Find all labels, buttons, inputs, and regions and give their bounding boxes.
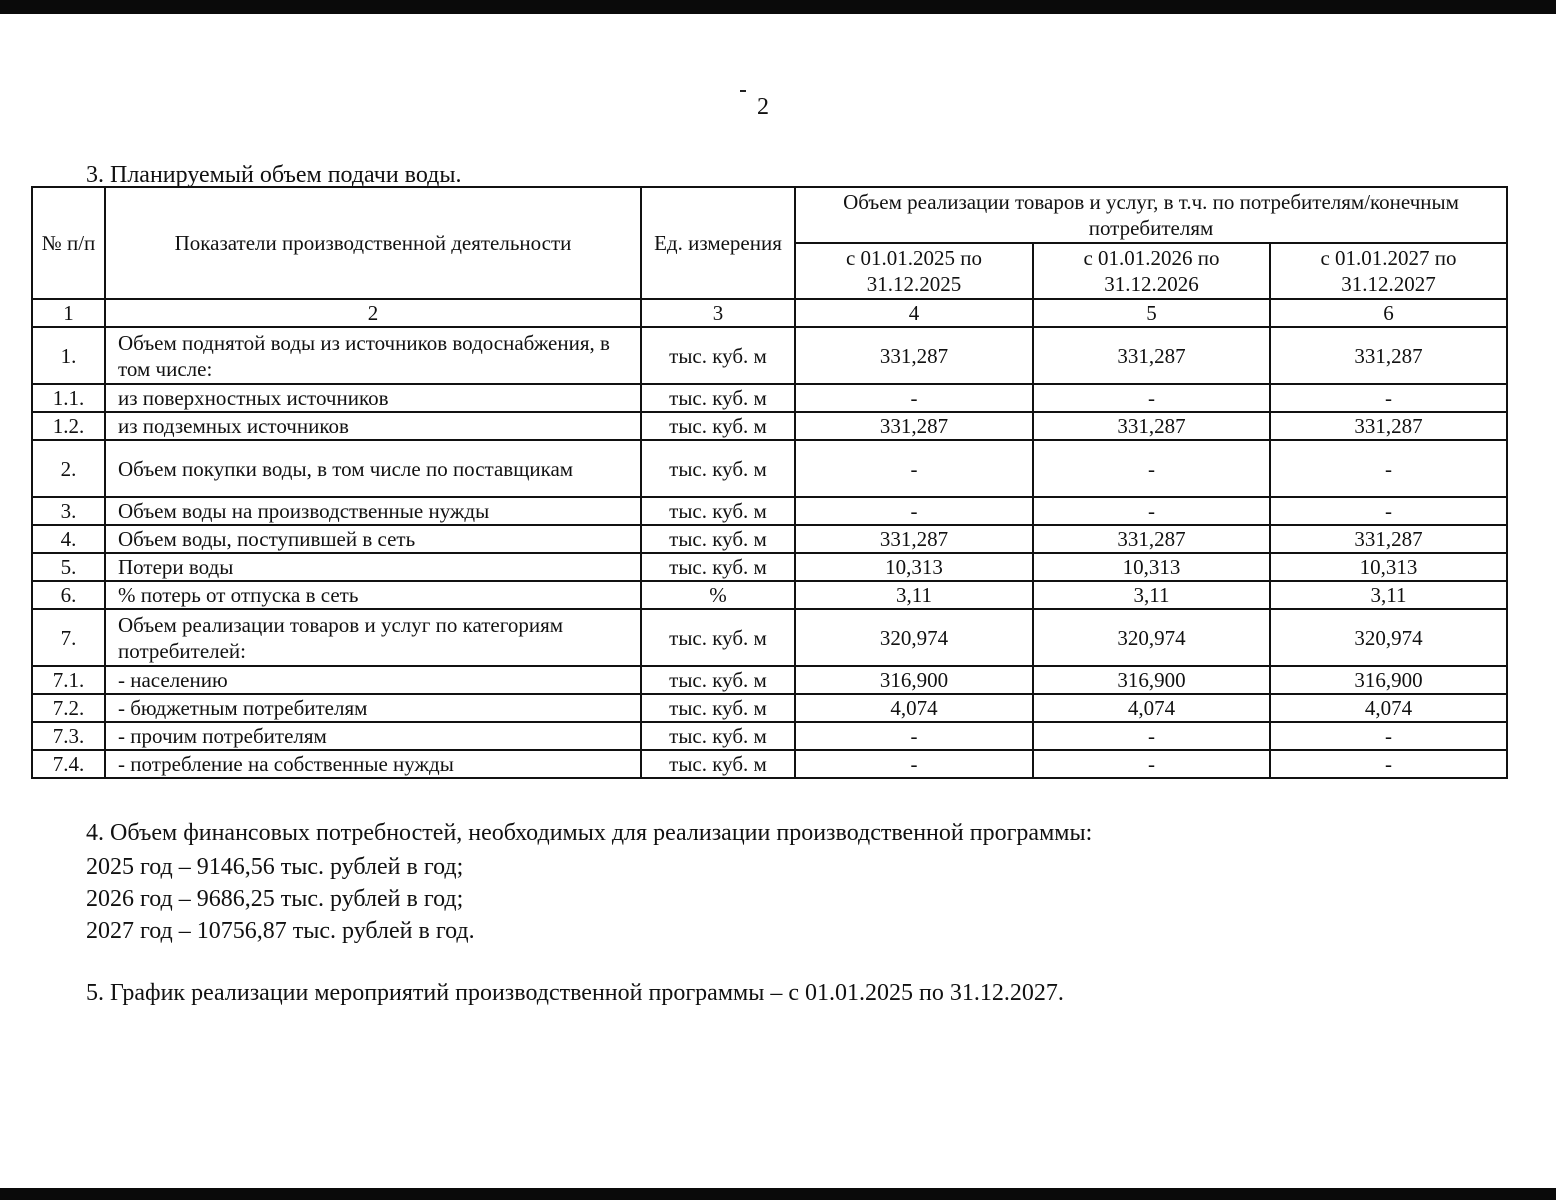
row-value-2027: -	[1270, 384, 1507, 412]
column-number: 3	[641, 299, 795, 327]
row-value-2025: 320,974	[795, 609, 1033, 666]
column-number: 2	[105, 299, 641, 327]
row-unit: тыс. куб. м	[641, 440, 795, 497]
row-value-2025: -	[795, 497, 1033, 525]
row-value-2025: 4,074	[795, 694, 1033, 722]
row-value-2026: 320,974	[1033, 609, 1270, 666]
row-value-2025: -	[795, 722, 1033, 750]
row-unit: тыс. куб. м	[641, 609, 795, 666]
scan-border-bottom	[0, 1188, 1556, 1200]
row-value-2025: 331,287	[795, 525, 1033, 553]
row-name: - бюджетным потребителям	[105, 694, 641, 722]
header-indicators: Показатели производственной деятельности	[105, 187, 641, 299]
row-value-2026: 331,287	[1033, 412, 1270, 440]
section-4-line: 2026 год – 9686,25 тыс. рублей в год;	[86, 886, 464, 912]
row-name: из подземных источников	[105, 412, 641, 440]
section-4-line: 2025 год – 9146,56 тыс. рублей в год;	[86, 854, 464, 880]
row-value-2025: 331,287	[795, 327, 1033, 384]
row-value-2026: -	[1033, 750, 1270, 778]
row-name: - прочим потребителям	[105, 722, 641, 750]
table-row	[32, 497, 1507, 525]
row-value-2026: -	[1033, 384, 1270, 412]
row-value-2025: 316,900	[795, 666, 1033, 694]
section-4-title: 4. Объем финансовых потребностей, необходимых для реализации производственной программы:	[86, 820, 1093, 846]
row-name: Потери воды	[105, 553, 641, 581]
table-row	[32, 581, 1507, 609]
row-unit: тыс. куб. м	[641, 525, 795, 553]
column-number: 6	[1270, 299, 1507, 327]
table-row	[32, 384, 1507, 412]
row-value-2027: 320,974	[1270, 609, 1507, 666]
table-row	[32, 440, 1507, 497]
row-value-2025: -	[795, 440, 1033, 497]
row-value-2027: -	[1270, 722, 1507, 750]
row-value-2027: -	[1270, 440, 1507, 497]
row-value-2027: 331,287	[1270, 327, 1507, 384]
row-value-2025: 3,11	[795, 581, 1033, 609]
column-numbers-row	[32, 299, 1507, 327]
row-value-2025: -	[795, 750, 1033, 778]
row-value-2026: 331,287	[1033, 525, 1270, 553]
row-num: 1.1.	[32, 384, 105, 412]
row-value-2027: 3,11	[1270, 581, 1507, 609]
header-sales-volume: Объем реализации товаров и услуг, в т.ч. по потребителям/конечным потребителям	[795, 187, 1507, 243]
column-number: 5	[1033, 299, 1270, 327]
header-period-2025: с 01.01.2025 по 31.12.2025	[795, 243, 1033, 299]
row-value-2027: 331,287	[1270, 412, 1507, 440]
row-num: 1.	[32, 327, 105, 384]
row-value-2025: -	[795, 384, 1033, 412]
table-row	[32, 327, 1507, 384]
scan-mark	[740, 90, 746, 92]
row-num: 7.4.	[32, 750, 105, 778]
table-row	[32, 750, 1507, 778]
row-value-2025: 10,313	[795, 553, 1033, 581]
row-name: Объем воды на производственные нужды	[105, 497, 641, 525]
row-value-2026: 4,074	[1033, 694, 1270, 722]
table-header-row	[32, 187, 1507, 243]
column-number: 4	[795, 299, 1033, 327]
row-value-2026: 316,900	[1033, 666, 1270, 694]
row-name: Объем воды, поступившей в сеть	[105, 525, 641, 553]
table-row	[32, 722, 1507, 750]
row-unit: тыс. куб. м	[641, 553, 795, 581]
row-unit: тыс. куб. м	[641, 412, 795, 440]
row-name: % потерь от отпуска в сеть	[105, 581, 641, 609]
header-period-2027: с 01.01.2027 по 31.12.2027	[1270, 243, 1507, 299]
row-num: 3.	[32, 497, 105, 525]
row-value-2027: -	[1270, 497, 1507, 525]
row-name: Объем покупки воды, в том числе по поставщикам	[105, 440, 641, 497]
row-name: Объем поднятой воды из источников водоснабжения, в том числе:	[105, 327, 641, 384]
row-value-2026: 331,287	[1033, 327, 1270, 384]
row-unit: тыс. куб. м	[641, 666, 795, 694]
row-num: 7.1.	[32, 666, 105, 694]
header-unit: Ед. измерения	[641, 187, 795, 299]
table-row	[32, 553, 1507, 581]
column-number: 1	[32, 299, 105, 327]
table-row	[32, 666, 1507, 694]
water-supply-table	[31, 186, 1508, 779]
row-value-2027: 10,313	[1270, 553, 1507, 581]
row-value-2026: -	[1033, 722, 1270, 750]
row-unit: тыс. куб. м	[641, 722, 795, 750]
row-num: 5.	[32, 553, 105, 581]
row-value-2026: 10,313	[1033, 553, 1270, 581]
row-unit: %	[641, 581, 795, 609]
row-unit: тыс. куб. м	[641, 327, 795, 384]
row-num: 1.2.	[32, 412, 105, 440]
row-value-2027: -	[1270, 750, 1507, 778]
row-value-2025: 331,287	[795, 412, 1033, 440]
row-value-2026: -	[1033, 497, 1270, 525]
row-name: - населению	[105, 666, 641, 694]
row-unit: тыс. куб. м	[641, 694, 795, 722]
scan-border-top	[0, 0, 1556, 14]
row-name: - потребление на собственные нужды	[105, 750, 641, 778]
row-value-2027: 316,900	[1270, 666, 1507, 694]
section-5-text: 5. График реализации мероприятий производственной программы – с 01.01.2025 по 31.12.2027.	[86, 980, 1064, 1006]
row-unit: тыс. куб. м	[641, 384, 795, 412]
page-number: 2	[757, 94, 769, 120]
section-3-title: 3. Планируемый объем подачи воды.	[86, 162, 462, 188]
table-row	[32, 609, 1507, 666]
row-num: 2.	[32, 440, 105, 497]
row-name: из поверхностных источников	[105, 384, 641, 412]
row-unit: тыс. куб. м	[641, 750, 795, 778]
row-unit: тыс. куб. м	[641, 497, 795, 525]
table-row	[32, 525, 1507, 553]
row-value-2026: -	[1033, 440, 1270, 497]
table-row	[32, 412, 1507, 440]
row-num: 7.3.	[32, 722, 105, 750]
table-row	[32, 694, 1507, 722]
section-4-line: 2027 год – 10756,87 тыс. рублей в год.	[86, 918, 475, 944]
row-num: 7.2.	[32, 694, 105, 722]
header-num: № п/п	[32, 187, 105, 299]
header-period-2026: с 01.01.2026 по 31.12.2026	[1033, 243, 1270, 299]
row-value-2027: 331,287	[1270, 525, 1507, 553]
row-name: Объем реализации товаров и услуг по категориям потребителей:	[105, 609, 641, 666]
row-num: 4.	[32, 525, 105, 553]
row-value-2026: 3,11	[1033, 581, 1270, 609]
row-num: 6.	[32, 581, 105, 609]
row-num: 7.	[32, 609, 105, 666]
row-value-2027: 4,074	[1270, 694, 1507, 722]
